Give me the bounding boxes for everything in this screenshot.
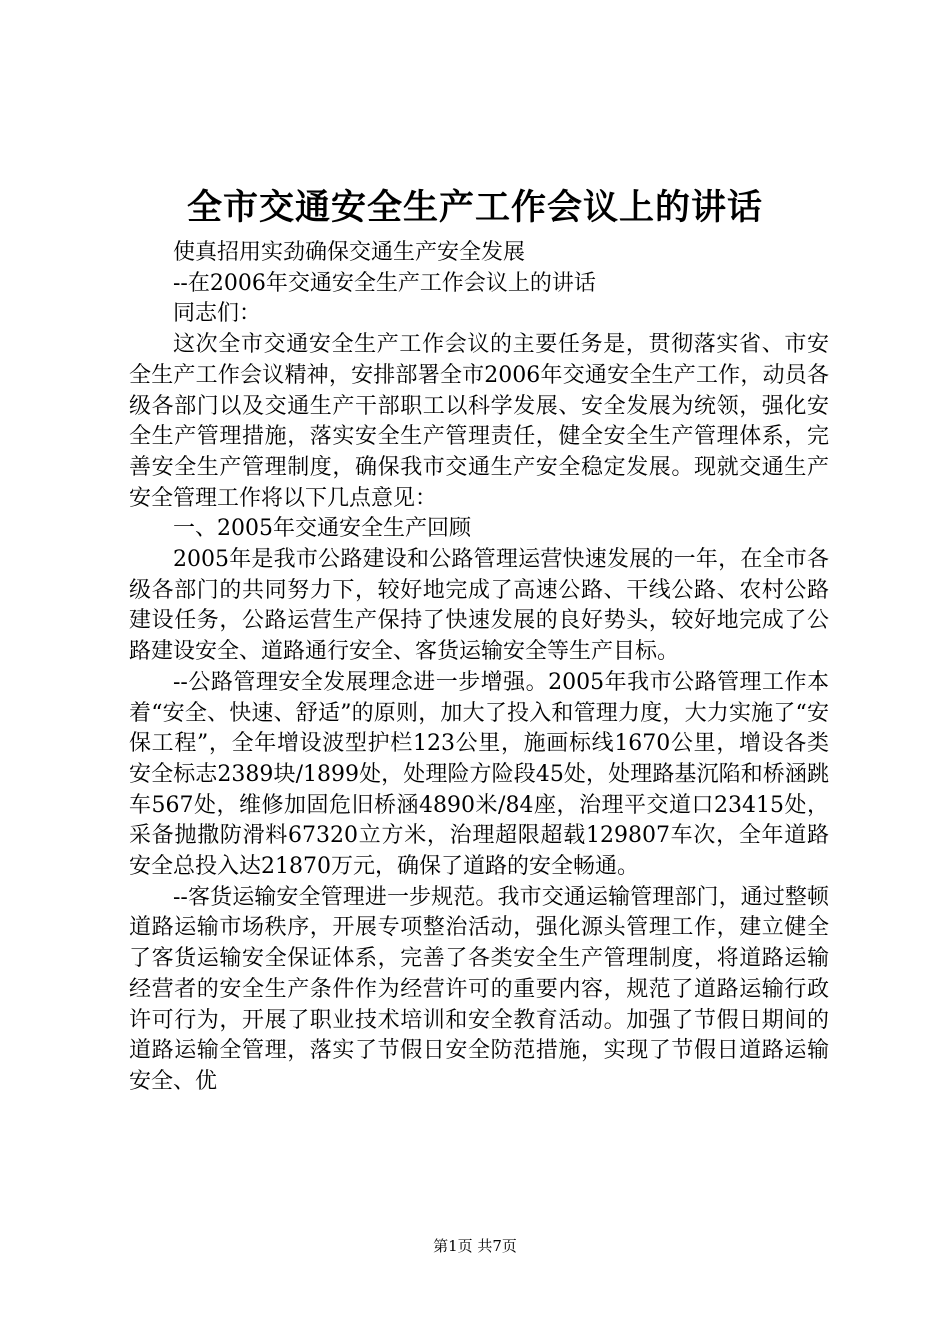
section-heading: 一、2005年交通安全生产回顾 bbox=[173, 516, 471, 542]
body-paragraph: 2005年是我市公路建设和公路管理运营快速发展的一年，在全市各级各部门的共同努力下，较好地完成了高速公路、干线公路、农村公路建设任务，公路运营生产保持了快速发展的良好势头，较好地完成了公路建设安全、道路通行安全、客货运输安全等生产目标。 bbox=[129, 547, 829, 665]
intro-paragraph: 这次全市交通安全生产工作会议的主要任务是，贯彻落实省、市安全生产工作会议精神，安排部署全市2006年交通安全生产工作，动员各级各部门以及交通生产干部职工以科学发展、安全发展为统领，强化安全生产管理措施，落实安全生产管理责任，健全安全生产管理体系，完善安全生产管理制度，确保我市交通生产安全稳定发展。现就交通生产安全管理工作将以下几点意见： bbox=[129, 332, 829, 511]
body-paragraph: --客货运输安全管理进一步规范。我市交通运输管理部门，通过整顿道路运输市场秩序，开展专项整治活动，强化源头管理工作，建立健全了客货运输安全保证体系，完善了各类安全生产管理制度，将道路运输经营者的安全生产条件作为经营许可的重要内容，规范了道路运输行政许可行为，开展了职业技术培训和安全教育活动。加强了节假日期间的道路运输全管理，落实了节假日安全防范措施，实现了节假日道路运输安全、优 bbox=[129, 884, 829, 1094]
subtitle-paragraph: 使真招用实劲确保交通生产安全发展 bbox=[173, 240, 526, 265]
salutation-paragraph: 同志们： bbox=[173, 301, 262, 327]
document-body bbox=[129, 238, 829, 1098]
body-paragraph: --公路管理安全发展理念进一步增强。2005年我市公路管理工作本着“安全、快速、舒适”的原则，加大了投入和管理力度，大力实施了“安保工程”，全年增设波型护栏123公里，施画标线1670公里，增设各类安全标志2389块/1899处，处理险方险段45处，处理路基沉陷和桥涵跳车567处，维修加固危旧桥涵4890米/84座，治理平交道口23415处，采备抛撒防滑料67320立方米，治理超限超载129807车次，全年道路安全总投入达21870万元，确保了道路的安全畅通。 bbox=[129, 669, 829, 880]
page-number-footer: 第1页 共7页 bbox=[433, 1237, 517, 1255]
subtitle-occasion-paragraph: --在2006年交通安全生产工作会议上的讲话 bbox=[173, 270, 596, 296]
document-title: 全市交通安全生产工作会议上的讲话 bbox=[186, 187, 763, 228]
